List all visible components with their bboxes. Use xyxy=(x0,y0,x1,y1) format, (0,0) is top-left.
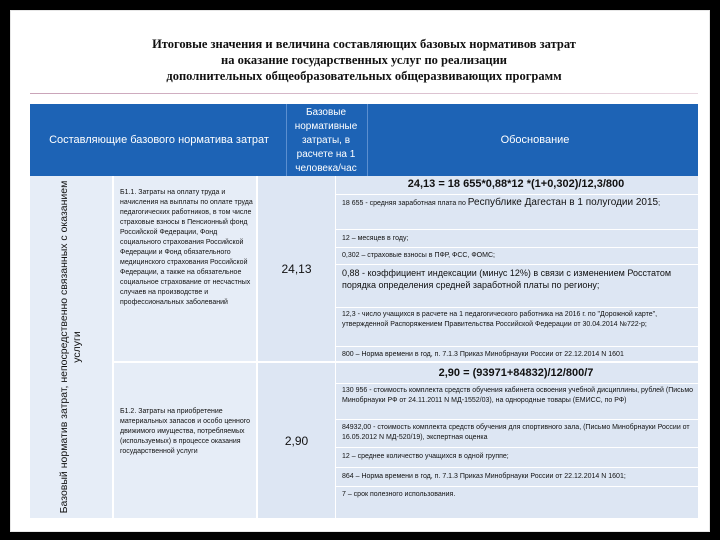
title-divider xyxy=(30,93,698,94)
row1-formula: 24,13 = 18 655*0,88*12 *(1+0,302)/12,3/800 xyxy=(407,178,625,190)
row2-basis-item: 84932,00 - стоимость комплекта средств обучения для спортивного зала, (Письмо Минобрнауки России от 16.05.2012 N МД-520/19), экспертная оценка xyxy=(342,424,690,441)
slide-title xyxy=(34,36,694,84)
row1-basis-item: 0,88 - коэффициент индексации (минус 12%) в связи с изменением Росстатом порядка определения средней заработной платы по региону; xyxy=(342,268,672,290)
side-label-cell xyxy=(30,176,112,518)
title-line-3: дополнительных общеобразовательных общеразвивающих программ xyxy=(166,69,562,83)
row2-value-cell xyxy=(258,363,335,518)
row-separator xyxy=(336,467,698,468)
row-separator xyxy=(336,419,698,420)
row-separator xyxy=(336,486,698,487)
row-separator xyxy=(336,346,698,347)
row1-value: 24,13 xyxy=(281,261,312,276)
table-header xyxy=(30,104,698,176)
row1-value-cell xyxy=(258,176,335,361)
header-cost: Базовые нормативные затраты, в расчете на 1 человека/час xyxy=(294,107,358,174)
row-separator xyxy=(336,383,698,384)
row-separator xyxy=(336,447,698,448)
row1-basis-item: 800 – Норма времени в год, п. 7.1.3 Приказ Минобрнауки России от 22.12.2014 N 1601 xyxy=(342,351,624,358)
header-component: Составляющие базового норматива затрат xyxy=(49,134,269,146)
row1-basis-item: 12,3 - число учащихся в расчете на 1 педагогического работника на 2016 г. по "Дорожной карте", утвержденной Распоряжением Правительства Российской Федерации от 30.04.2014 №722-р; xyxy=(342,311,658,328)
header-basis: Обоснование xyxy=(500,134,570,146)
row2-value: 2,90 xyxy=(284,433,309,448)
row1-desc-cell xyxy=(114,176,256,361)
row2-basis-item: 130 956 - стоимость комплекта средств обучения кабинета освоения учебной дисциплины, рублей (Письмо Минобрнауки РФ от 24.11.2011 N МД-1552/03), на однородные товары (ЕМИСС, по РФ) xyxy=(342,387,694,404)
row-separator xyxy=(336,229,698,230)
row1-basis-item: 0,302 – страховые взносы в ПФР, ФСС, ФОМС; xyxy=(342,252,495,259)
row2-basis-item: 12 – среднее количество учащихся в одной группе; xyxy=(342,453,509,460)
row2-basis-item: 864 – Норма времени в год, п. 7.1.3 Приказ Минобрнауки России от 22.12.2014 N 1601; xyxy=(342,473,626,480)
row-separator xyxy=(336,247,698,248)
row1-desc: Б1.1. Затраты на оплату труда и начисления на выплаты по оплате труда педагогических работников, в том числе страховые взносы в Пенсионный фонд Российской Федерации, Фонд социального страхования Российской Федерации и Фонд обязательного медицинского страхования Российской Федерации, а также на обязательное социальное страхование от несчастных случаев на производстве и профессиональных заболеваний xyxy=(120,189,253,306)
title-line-2: на оказание государственных услуг по реализации xyxy=(221,53,507,67)
row2-desc: Б1.2. Затраты на приобретение материальных запасов и особо ценного движимого имущества, потребляемых (используемых) в процессе оказания государственной услуги xyxy=(120,408,251,455)
row2-formula: 2,90 = (93971+84832)/12/800/7 xyxy=(438,367,594,379)
title-line-1: Итоговые значения и величина составляющих базовых нормативов затрат xyxy=(152,37,576,51)
row2-basis-cell xyxy=(336,363,698,518)
header-separator xyxy=(367,104,368,176)
row-separator xyxy=(336,264,698,265)
row2-basis-item: 7 – срок полезного использования. xyxy=(342,491,456,498)
row1-basis-cell xyxy=(336,176,698,361)
row1-basis-item: 12 – месяцев в году; xyxy=(342,235,409,242)
row2-desc-cell xyxy=(114,363,256,518)
row1-basis-item: 18 655 - средняя заработная плата по Республике Дагестан в 1 полугодии 2015; xyxy=(342,197,661,208)
row-separator xyxy=(336,194,698,195)
side-label: Базовый норматив затрат, непосредственно связанных с оказанием услуги xyxy=(58,180,83,514)
row-separator xyxy=(336,307,698,308)
